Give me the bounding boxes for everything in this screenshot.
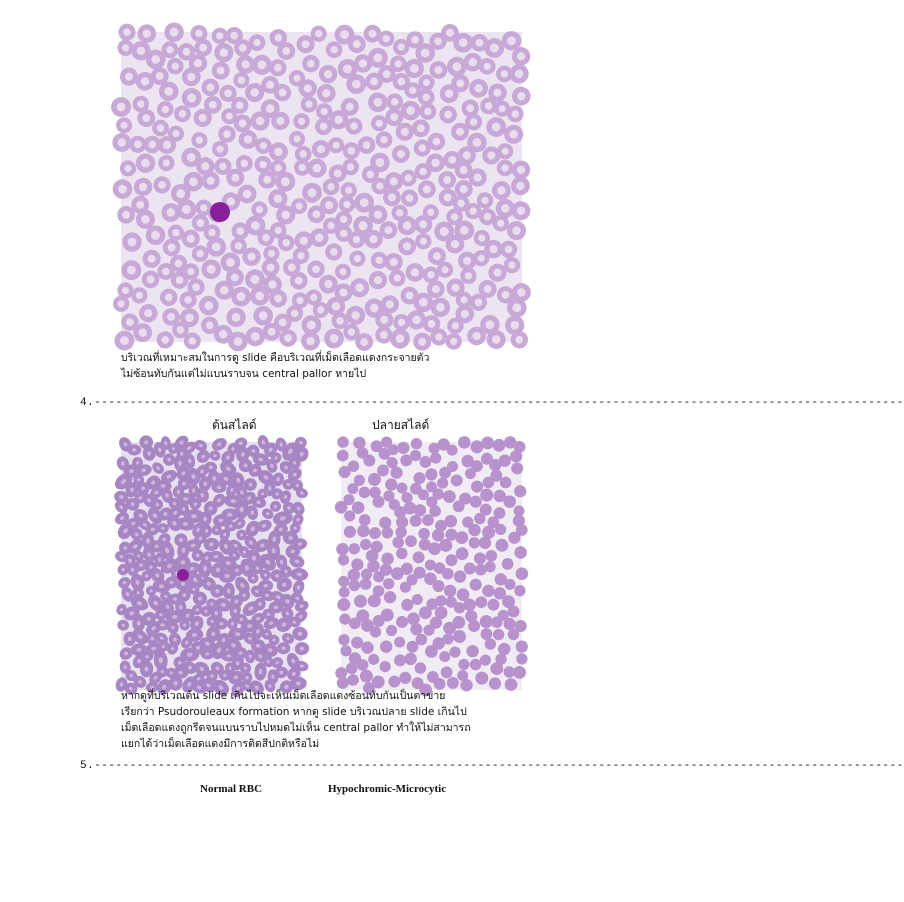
rbc-cell bbox=[389, 142, 413, 166]
rbc-cell bbox=[342, 524, 358, 540]
rbc-cell bbox=[386, 267, 407, 288]
rbc-cell bbox=[515, 567, 529, 581]
wbc-cell bbox=[177, 569, 189, 581]
rbc-cell bbox=[409, 117, 432, 140]
rbc-cell bbox=[141, 270, 160, 289]
rbc-cell bbox=[493, 536, 511, 554]
rbc-cell bbox=[511, 160, 530, 179]
section4-caption-line2: เรียกว่า Psudorouleaux formation หากดู slide บริเวณปลาย slide เกินไป bbox=[121, 706, 467, 718]
rbc-cell bbox=[201, 78, 221, 98]
rbc-cell bbox=[117, 256, 145, 284]
label-normal-rbc: Normal RBC bbox=[200, 783, 263, 795]
rbc-cell bbox=[449, 646, 461, 658]
label-thin-end: ปลายสไลด์ bbox=[372, 418, 430, 432]
rbc-cell bbox=[118, 23, 137, 42]
rbc-cell bbox=[381, 552, 395, 566]
section4-caption-line4: แยกได้ว่าเม็ดเลือดแดงมีการติดสีปกติหรือไม่ bbox=[121, 738, 320, 750]
label-hypochromic-microcytic: Hypochromic-Microcytic bbox=[328, 783, 447, 795]
rbc-cell bbox=[351, 558, 363, 570]
section3-caption-line1: บริเวณที่เหมาะสมในการดู slide คือบริเวณที่เม็ดเลือดแดงกระจายตัว bbox=[121, 352, 430, 364]
rbc-cell bbox=[311, 139, 332, 160]
section4-marker: 4.------------------------------------------------------------------------------------------------------------------ bbox=[80, 397, 904, 409]
rbc-cell bbox=[378, 659, 393, 674]
rbc-cell bbox=[501, 664, 517, 680]
rbc-cell bbox=[197, 294, 220, 317]
rbc-cell bbox=[473, 552, 486, 565]
rbc-cell bbox=[314, 81, 339, 106]
rbc-cell bbox=[392, 635, 407, 650]
rbc-cell bbox=[409, 437, 423, 451]
rbc-cell bbox=[322, 326, 346, 350]
rbc-cell bbox=[337, 436, 350, 449]
rbc-cell bbox=[210, 435, 229, 453]
rbc-cell bbox=[467, 536, 481, 550]
rbc-cell bbox=[347, 248, 368, 269]
rbc-cell bbox=[379, 516, 392, 529]
rbc-cell bbox=[132, 150, 159, 177]
rbc-cell bbox=[338, 634, 350, 646]
rbc-cell bbox=[135, 300, 161, 326]
rbc-cell bbox=[361, 641, 373, 653]
rbc-cell bbox=[244, 325, 266, 347]
rbc-cell bbox=[514, 651, 529, 666]
rbc-cell bbox=[509, 84, 534, 109]
rbc-cell bbox=[475, 596, 488, 609]
rbc-cell bbox=[506, 60, 533, 87]
section3-caption bbox=[121, 350, 541, 382]
rbc-cell bbox=[449, 473, 464, 488]
rbc-cell bbox=[483, 548, 499, 564]
rbc-cell bbox=[154, 98, 176, 120]
rbc-cell bbox=[162, 21, 185, 44]
rbc-cell bbox=[475, 672, 488, 685]
rbc-cell bbox=[413, 230, 435, 252]
rbc-cell bbox=[277, 642, 290, 654]
rbc-cell bbox=[511, 176, 530, 195]
rbc-cell bbox=[510, 461, 525, 476]
rbc-cell bbox=[300, 330, 321, 351]
smear-photo-thin-end bbox=[341, 442, 522, 690]
section4-caption-line1: หากดูที่บริเวณต้น slide เกินไปจะเห็นเม็ดเลือดแดงซ้อนทับกันเป็นตาข่าย bbox=[121, 690, 446, 702]
rbc-cell bbox=[411, 550, 426, 565]
rbc-cell bbox=[394, 546, 409, 561]
rbc-cell bbox=[351, 592, 369, 610]
wbc-cell bbox=[210, 202, 230, 222]
rbc-cell bbox=[358, 537, 372, 551]
rbc-cell bbox=[469, 495, 482, 508]
rbc-cell bbox=[109, 176, 136, 203]
rbc-cell bbox=[290, 110, 312, 132]
rbc-cell bbox=[208, 449, 221, 462]
rbc-cell bbox=[262, 244, 281, 263]
rbc-cell bbox=[294, 641, 310, 656]
section3-caption-line2: ไม่ซ้อนทับกันแต่ไม่แบนราบจน central pallor หายไป bbox=[121, 368, 367, 380]
rbc-cell bbox=[356, 484, 372, 500]
rbc-cell bbox=[373, 129, 394, 150]
rbc-cell bbox=[347, 541, 363, 557]
rbc-cell bbox=[109, 129, 136, 156]
rbc-cell bbox=[366, 268, 390, 292]
rbc-cell bbox=[141, 248, 162, 269]
rbc-cell bbox=[378, 639, 394, 655]
rbc-cell bbox=[335, 448, 351, 464]
rbc-cell bbox=[116, 619, 130, 632]
rbc-cell bbox=[116, 575, 132, 590]
section5-marker: 5.------------------------------------------------------------------------------------------------------------------ bbox=[80, 760, 904, 772]
rbc-cell bbox=[514, 639, 530, 655]
section4-caption bbox=[121, 688, 561, 752]
rbc-cell bbox=[337, 598, 350, 611]
section4-caption-line3: เม็ดเลือดแดงถูกรีดจนแบนราบไปหมดไม่เห็น central pallor ทำให้ไม่สามารถ bbox=[121, 722, 471, 734]
rbc-cell bbox=[467, 576, 484, 593]
rbc-cell bbox=[235, 54, 256, 75]
rbc-cell bbox=[395, 526, 407, 538]
rbc-cell bbox=[412, 594, 423, 605]
rbc-cell bbox=[150, 173, 174, 197]
rbc-cell bbox=[155, 152, 177, 174]
rbc-cell bbox=[366, 91, 389, 114]
rbc-cell bbox=[316, 62, 339, 85]
rbc-cell bbox=[212, 28, 228, 44]
rbc-cell bbox=[397, 237, 417, 257]
rbc-cell bbox=[357, 513, 372, 528]
rbc-cell bbox=[417, 179, 437, 199]
rbc-cell bbox=[157, 286, 180, 309]
rbc-cell bbox=[466, 76, 491, 101]
smear-photo-ideal-area bbox=[121, 32, 522, 342]
rbc-cell bbox=[226, 308, 245, 327]
rbc-cell bbox=[290, 567, 309, 581]
rbc-cell bbox=[192, 245, 209, 262]
rbc-cell bbox=[336, 552, 351, 567]
label-thick-end: ต้นสไลด์ bbox=[212, 418, 257, 432]
rbc-cell bbox=[392, 536, 404, 548]
rbc-cell bbox=[132, 176, 155, 199]
rbc-cell bbox=[143, 135, 161, 153]
rbc-cell bbox=[401, 598, 414, 611]
rbc-cell bbox=[487, 598, 500, 611]
rbc-cell bbox=[464, 642, 481, 659]
rbc-cell bbox=[347, 569, 360, 582]
rbc-cell bbox=[114, 115, 135, 136]
rbc-cell bbox=[456, 657, 471, 672]
rbc-cell bbox=[512, 483, 528, 499]
rbc-cell bbox=[118, 158, 138, 178]
rbc-cell bbox=[423, 466, 440, 483]
rbc-cell bbox=[500, 556, 515, 571]
rbc-cell bbox=[512, 544, 529, 561]
rbc-cell bbox=[456, 434, 473, 451]
rbc-cell bbox=[436, 103, 460, 127]
smear-photo-thick-end bbox=[121, 442, 302, 690]
rbc-cell bbox=[386, 625, 398, 637]
rbc-cell bbox=[120, 230, 144, 254]
rbc-cell bbox=[107, 93, 134, 120]
